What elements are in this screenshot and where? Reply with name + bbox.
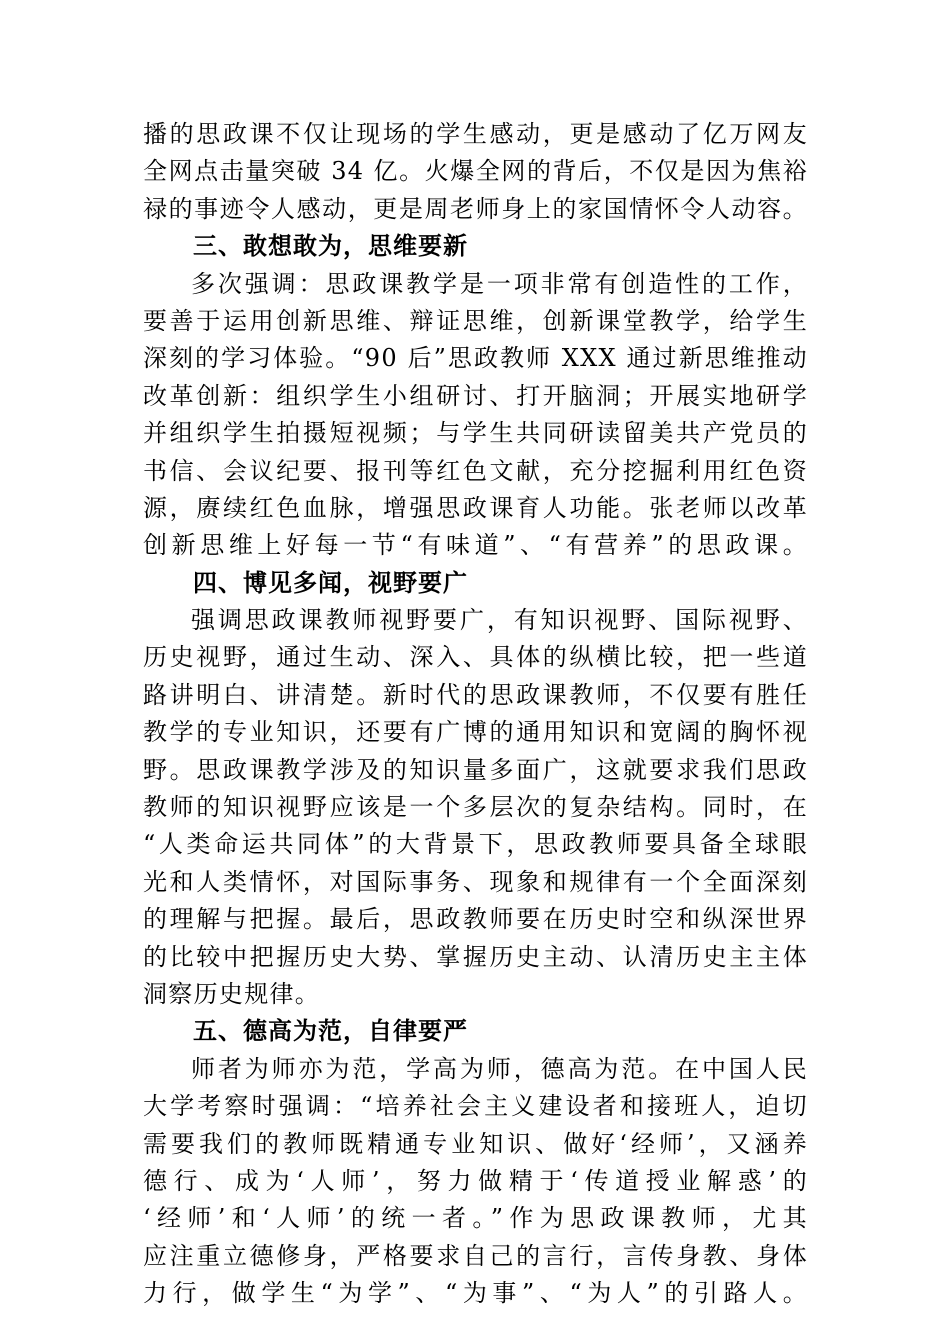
text-line: 并组织学生拍摄短视频；与学生共同研读留美共产党员的 [143,419,808,448]
text-line: 要善于运用创新思维、辩证思维，创新课堂教学，给学生 [143,306,808,335]
text-line: 的比较中把握历史大势、掌握历史主动、认清历史主主体 [143,942,808,971]
text-line: 野。思政课教学涉及的知识量多面广，这就要求我们思政 [143,755,808,784]
text-line: 洞察历史规律。 [143,979,321,1008]
text-line: 师者为师亦为范，学高为师，德高为范。在中国人民 [191,1054,808,1083]
text-line: 多次强调：思政课教学是一项非常有创造性的工作， [191,269,808,298]
paragraph-section-5 [143,1051,808,1313]
text-line: 需要我们的教师既精通专业知识、做好‘经师’，又涵养 [143,1129,808,1158]
section-heading-3: 三、敢想敢为，思维要新 [193,232,468,261]
paragraph-section-4 [143,602,808,1013]
text-line: 路讲明白、讲清楚。新时代的思政课教师，不仅要有胜任 [143,680,808,709]
text-line: 教师的知识视野应该是一个多层次的复杂结构。同时，在 [143,793,808,822]
text-line: ‘经师’和‘人师’的统一者。”作为思政课教师，尤其 [143,1204,808,1233]
text-line: 改革创新：组织学生小组研讨、打开脑洞；开展实地研学 [143,381,808,410]
text-line: 教学的专业知识，还要有广博的通用知识和宽阔的胸怀视 [143,718,808,747]
text-line: 大学考察时强调：“培养社会主义建设者和接班人，迫切 [143,1092,808,1121]
text-line: 播的思政课不仅让现场的学生感动，更是感动了亿万网友 [143,120,808,148]
text-line: 德行、成为‘人师’，努力做精于‘传道授业解惑’的 [143,1166,808,1195]
text-line: 创新思维上好每一节“有味道”、“有营养”的思政课。 [143,531,808,560]
text-line: 光和人类情怀，对国际事务、现象和规律有一个全面深刻 [143,867,808,896]
paragraph-intro [143,116,808,228]
text-line: 深刻的学习体验。“90 后”思政教师 XXX 通过新思维推动 [143,344,808,373]
paragraph-section-3 [143,266,808,565]
text-line: 禄的事迹令人感动，更是周老师身上的家国情怀令人动容。 [143,194,808,223]
section-heading-4: 四、博见多闻，视野要广 [193,568,468,597]
document-body [143,116,808,1313]
section-heading-5: 五、德高为范，自律要严 [193,1017,468,1046]
text-line: 历史视野，通过生动、深入、具体的纵横比较，把一些道 [143,643,808,672]
text-line: 书信、会议纪要、报刊等红色文献，充分挖掘利用红色资 [143,456,808,485]
text-line: 应注重立德修身，严格要求自己的言行，言传身教、身体 [143,1241,808,1270]
text-line: “人类命运共同体”的大背景下，思政教师要具备全球眼 [143,830,808,859]
text-line: 的理解与把握。最后，思政教师要在历史时空和纵深世界 [143,905,808,934]
text-line: 源，赓续红色血脉，增强思政课育人功能。张老师以改革 [143,493,808,522]
text-line: 强调思政课教师视野要广，有知识视野、国际视野、 [191,606,808,635]
text-line: 力行，做学生“为学”、“为事”、“为人”的引路人。 [143,1279,808,1308]
text-line: 全网点击量突破 34 亿。火爆全网的背后，不仅是因为焦裕 [143,157,808,186]
